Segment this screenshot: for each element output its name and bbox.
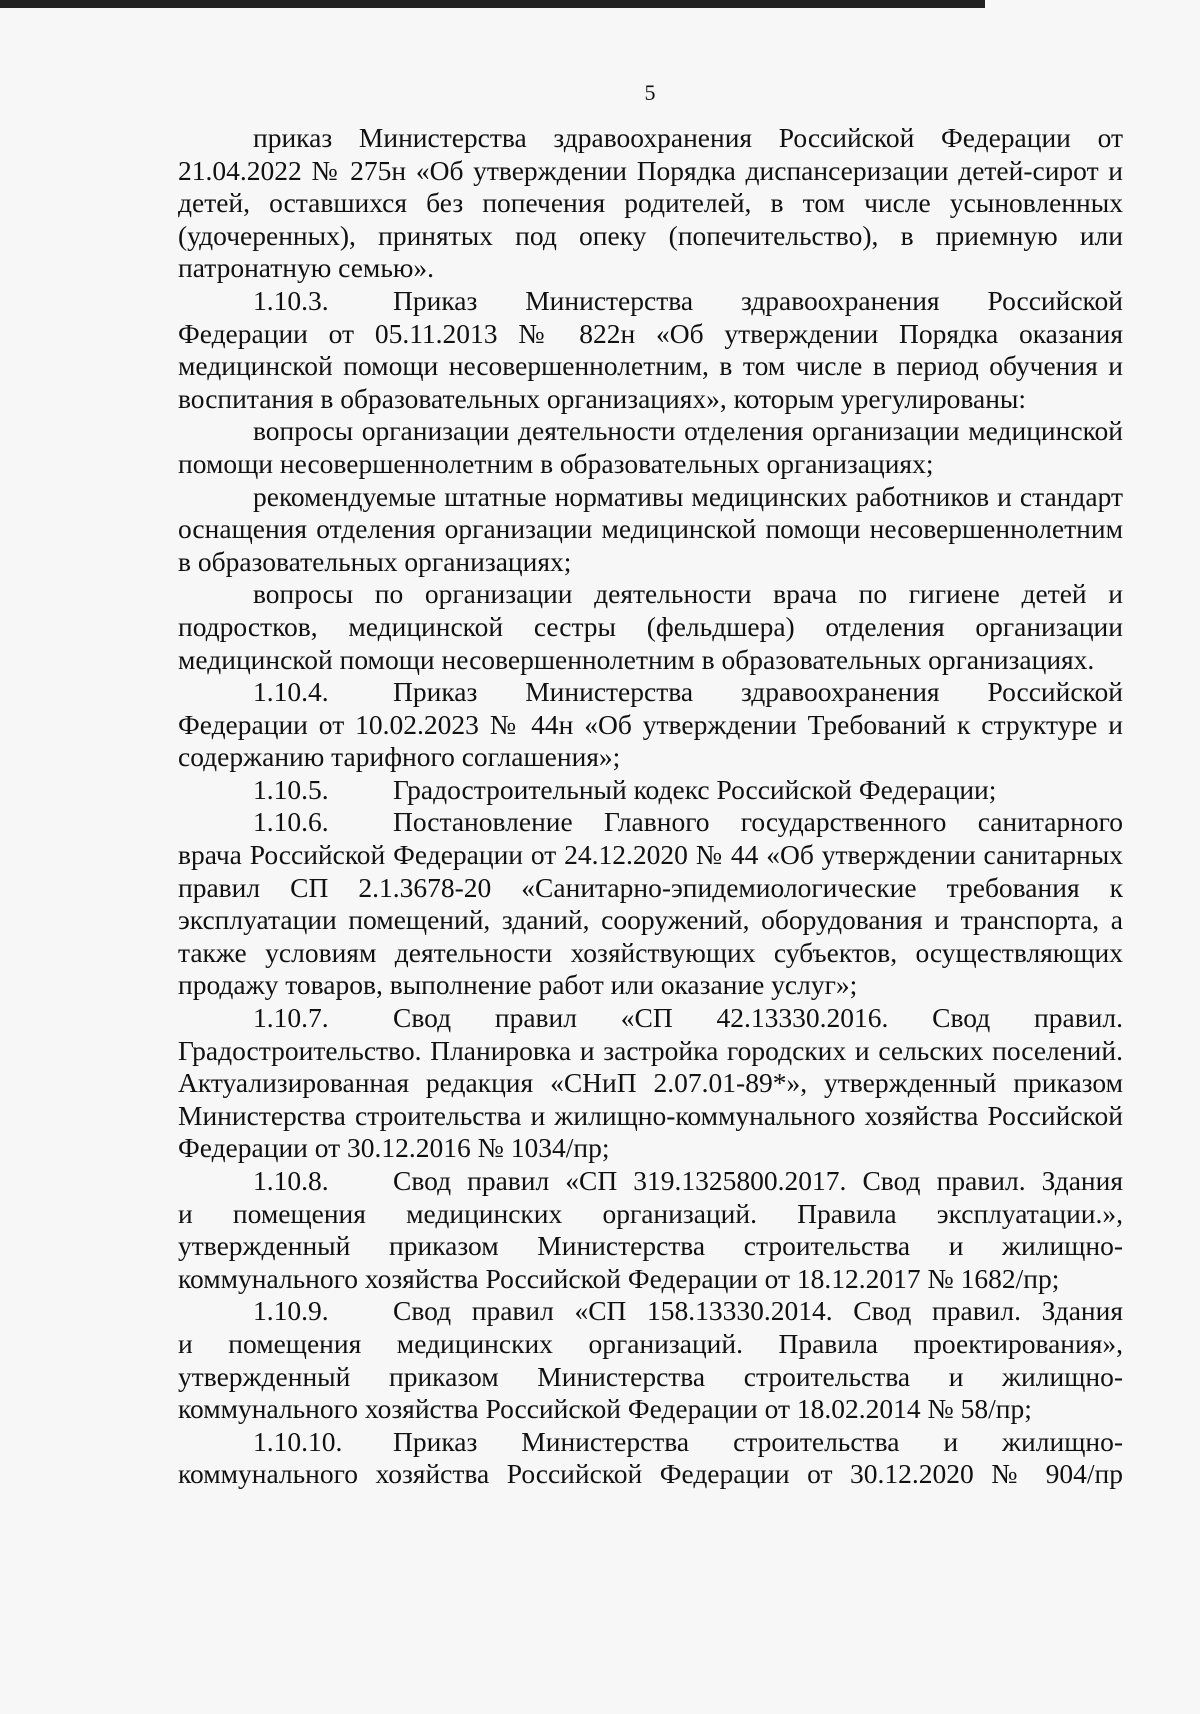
page-number: 5 [644,80,656,105]
item-1-10-7-heading [253,1002,1123,1035]
item-first-line: Свод правил «СП 158.13330.2014. Свод правил. Здания [393,1295,1123,1327]
item-1-10-10-text: коммунального хозяйства Российской Федерации от 30.12.2020 № 904/пр [178,1458,1123,1490]
item-number: 1.10.10. [253,1425,343,1457]
item-1-10-9-heading [253,1295,1123,1328]
item-1-10-7-text: Градостроительство. Планировка и застройка городских и сельских поселений. Актуализированная редакция «СНиП 2.07.01-89*», утвержденный приказом Министерства строительства и жилищно-коммунального хозяйства Российской Федерации от 30.12.2016 № 1034/пр; [178,1034,1123,1164]
item-1-10-3-heading [253,285,1123,318]
item-number: 1.10.3. [253,284,329,316]
item-number: 1.10.8. [253,1165,329,1196]
item-1-10-3-text: Федерации от 05.11.2013 № 822н «Об утверждении Порядка оказания медицинской помощи несовершеннолетним, в том числе в период обучения и воспитания в образовательных организациях», которым урегулированы: [178,317,1123,414]
item-1-10-6-text: врача Российской Федерации от 24.12.2020 № 44 «Об утверждении санитарных правил СП 2.1.3678-20 «Санитарно-эпидемиологические требования к эксплуатации помещений, зданий, сооружений, оборудования и транспорта, а также условиям деятельности хозяйствующих субъектов, осуществляющих продажу товаров, выполнение работ или оказание услуг»; [178,839,1123,1001]
item-number: 1.10.9. [253,1295,329,1327]
item-1-10-4-heading [253,676,1123,709]
bullet-staffing-norms: рекомендуемые штатные нормативы медицинских работников и стандарт оснащения отделения организации медицинской помощи несовершеннолетним в образовательных организациях; [178,480,1123,577]
item-first-line: Свод правил «СП 319.1325800.2017. Свод правил. Здания [393,1165,1123,1196]
item-first-line: Постановление Главного государственного санитарного [393,806,1123,838]
item-1-10-9-text: и помещения медицинских организаций. Правила проектирования», утвержденный приказом Министерства строительства и жилищно-коммунального хозяйства Российской Федерации от 18.02.2014 № 58/пр; [178,1327,1123,1425]
item-first-line: Свод правил «СП 42.13330.2016. Свод правил. [393,1002,1123,1034]
paragraph-order-275n: приказ Министерства здравоохранения Российской Федерации от 21.04.2022 № 275н «Об утверждении Порядка диспансеризации детей-сирот и детей, оставшихся без попечения родителей, в том числе усыновленных (удочеренных), принятых под опеку (попечительство), в приемную или патронатную семью». [178,122,1123,284]
item-1-10-10-heading [253,1426,1123,1459]
item-1-10-6-heading [253,806,1123,839]
item-first-line: Приказ Министерства здравоохранения Российской [393,676,1123,708]
item-first-line: Градостроительный кодекс Российской Федерации; [393,773,997,805]
item-number: 1.10.5. [253,773,329,805]
item-first-line: Приказ Министерства здравоохранения Российской [393,284,1123,316]
document-body [178,122,1123,1491]
item-first-line: Приказ Министерства строительства и жилищно- [393,1425,1123,1457]
item-number: 1.10.7. [253,1002,329,1034]
item-number: 1.10.4. [253,676,329,708]
bullet-organization-questions: вопросы организации деятельности отделения организации медицинской помощи несовершеннолетним в образовательных организациях; [178,415,1123,479]
item-1-10-8-text: и помещения медицинских организаций. Правила эксплуатации.», утвержденный приказом Министерства строительства и жилищно-коммунального хозяйства Российской Федерации от 18.12.2017 № 1682/пр; [178,1197,1123,1294]
item-number: 1.10.6. [253,806,329,838]
bullet-hygiene-doctor: вопросы по организации деятельности врача по гигиене детей и подростков, медицинской сестры (фельдшера) отделения организации медицинской помощи несовершеннолетним в образовательных организациях. [178,578,1123,675]
item-1-10-5-heading [253,774,1123,807]
item-1-10-4-text: Федерации от 10.02.2023 № 44н «Об утверждении Требований к структуре и содержанию тарифного соглашения»; [178,708,1123,773]
item-1-10-8-heading [253,1165,1123,1198]
top-border-line [0,0,985,8]
